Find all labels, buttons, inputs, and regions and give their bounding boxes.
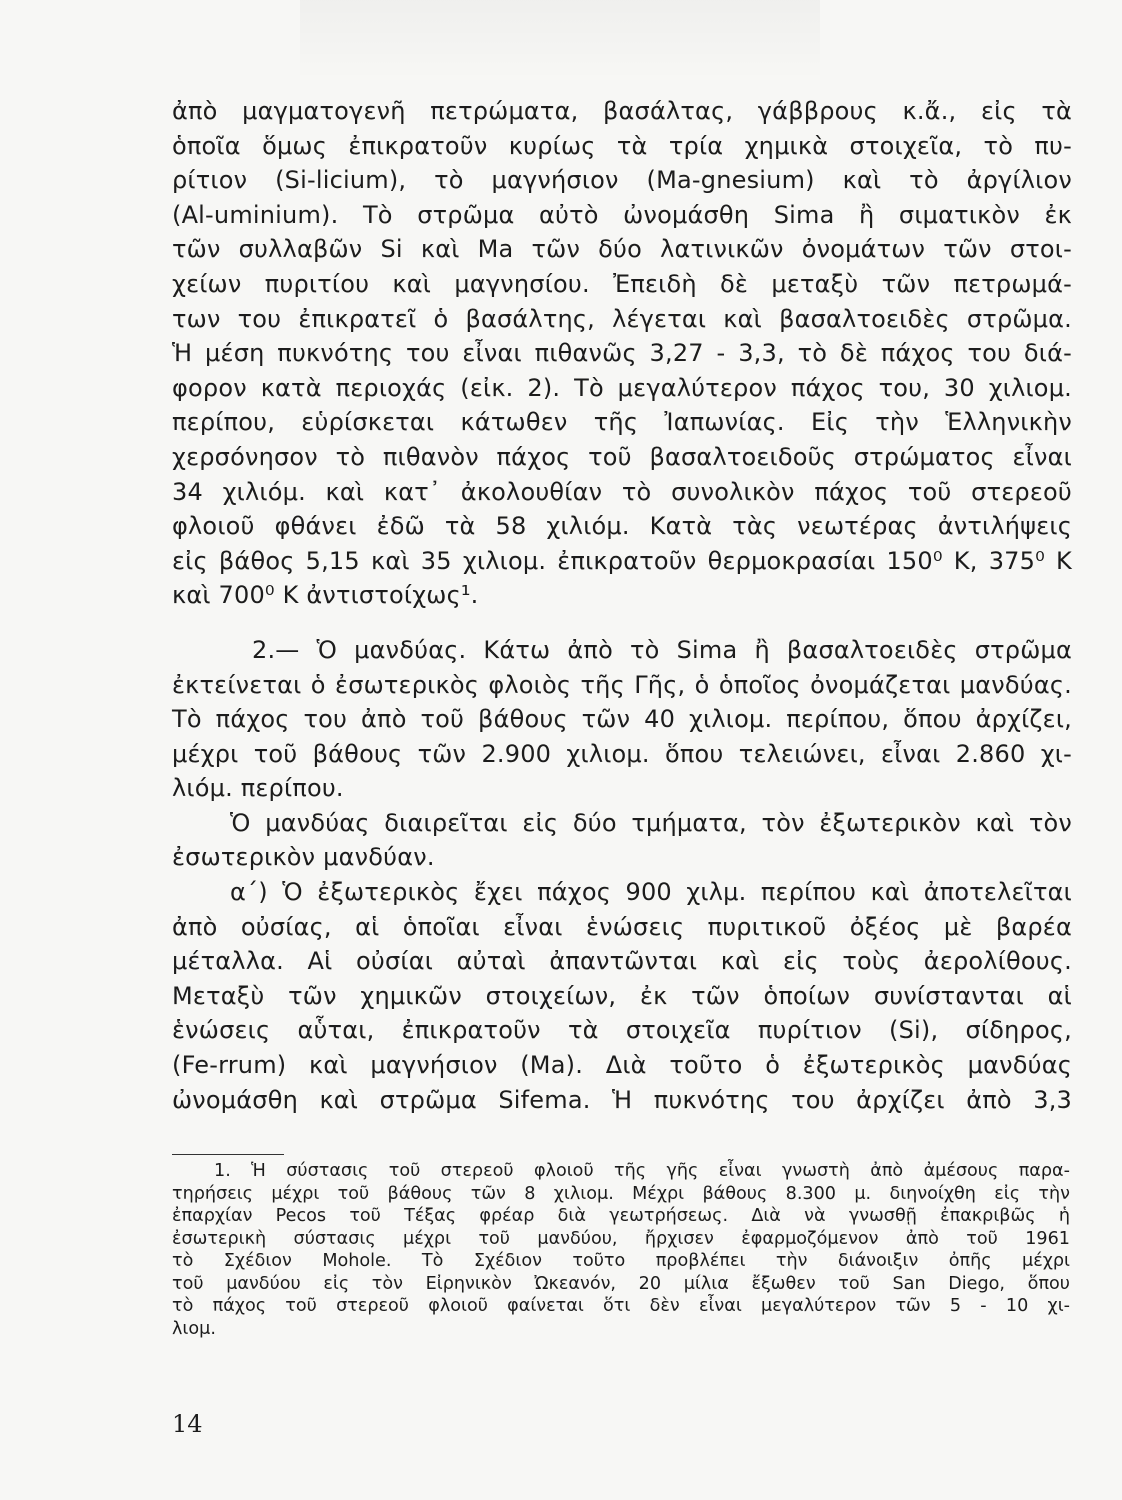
footnote	[172, 1160, 1070, 1340]
footnote-line: τὸ πάχος τοῦ στερεοῦ φλοιοῦ φαίνεται ὅτι δὲν εἶναι μεγαλύτερον τῶν 5 - 10 χι-	[172, 1296, 1070, 1316]
text-line: ἐσωτερικὸν μανδύαν.	[172, 843, 435, 872]
text-line: φορον κατὰ περιοχάς (εἰκ. 2). Τὸ μεγαλύτερον πάχος του, 30 χιλιομ.	[172, 373, 1072, 402]
text-line: εἰς βάθος 5,15 καὶ 35 χιλιομ. ἐπικρατοῦν θερμοκρασίαι 150⁰ K, 375⁰ K	[172, 546, 1072, 575]
footnote-separator	[172, 1154, 284, 1155]
main-text	[172, 94, 1072, 1117]
text-line: καὶ 700⁰ K ἀντιστοίχως¹.	[172, 581, 479, 610]
text-line: ὠνομάσθη καὶ στρῶμα Sifema. Ἡ πυκνότης του ἀρχίζει ἀπὸ 3,3	[172, 1085, 1072, 1114]
text-line: Μεταξὺ τῶν χημικῶν στοιχείων, ἐκ τῶν ὁποίων συνίστανται αἱ	[172, 981, 1072, 1010]
footnote-line: τηρήσεις μέχρι τοῦ βάθους τῶν 8 χιλιομ. Μέχρι βάθους 8.300 μ. διηνοίχθη εἰς τὴν	[172, 1183, 1070, 1204]
text-line: (Al-uminium). Τὸ στρῶμα αὐτὸ ὠνομάσθη Sima ἢ σιματικὸν ἐκ	[172, 200, 1072, 229]
text-line: μέχρι τοῦ βάθους τῶν 2.900 χιλιομ. ὅπου τελειώνει, εἶναι 2.860 χι-	[172, 739, 1072, 768]
text-line: φλοιοῦ φθάνει ἐδῶ τὰ 58 χιλιόμ. Κατὰ τὰς νεωτέρας ἀντιλήψεις	[172, 512, 1072, 541]
text-line: ρίτιον (Si-licium), τὸ μαγνήσιον (Ma-gnesium) καὶ τὸ ἀργίλιον	[172, 166, 1072, 195]
footnote-line: λιομ.	[172, 1318, 216, 1339]
footnote-line: τὸ Σχέδιον Mohole. Τὸ Σχέδιον τοῦτο προβλέπει τὴν διάνοιξιν ὀπῆς μέχρι	[172, 1251, 1070, 1271]
text-line: 34 χιλιόμ. καὶ κατ᾽ ἀκολουθίαν τὸ συνολικὸν πάχος τοῦ στερεοῦ	[172, 477, 1072, 506]
text-line: ἀπὸ οὐσίας, αἱ ὁποῖαι εἶναι ἑνώσεις πυριτικοῦ ὀξέος μὲ βαρέα	[172, 912, 1072, 941]
text-line: λιόμ. περίπου.	[172, 774, 344, 803]
text-line: χερσόνησον τὸ πιθανὸν πάχος τοῦ βασαλτοειδοῦς στρώματος εἶναι	[172, 442, 1072, 471]
footnote-line: ἐσωτερικὴ σύστασις μέχρι τοῦ μανδύου, ἤρχισεν ἐφαρμοζόμενον ἀπὸ τοῦ 1961	[172, 1228, 1070, 1249]
page-number: 14	[172, 1410, 203, 1438]
footnote-line: 1. Ἡ σύστασις τοῦ στερεοῦ φλοιοῦ τῆς γῆς εἶναι γνωστὴ ἀπὸ ἀμέσους παρα-	[214, 1161, 1070, 1181]
text-line: Ὁ μανδύας διαιρεῖται εἰς δύο τμήματα, τὸν ἐξωτερικὸν καὶ τὸν	[230, 808, 1072, 837]
text-line: Τὸ πάχος του ἀπὸ τοῦ βάθους τῶν 40 χιλιομ. περίπου, ὅπου ἀρχίζει,	[172, 705, 1072, 734]
footnote-line: ἐπαρχίαν Pecos τοῦ Τέξας φρέαρ διὰ γεωτρήσεως. Διὰ νὰ γνωσθῇ ἐπακριβῶς ἡ	[172, 1206, 1070, 1226]
text-line: (Fe-rrum) καὶ μαγνήσιον (Ma). Διὰ τοῦτο ὁ ἐξωτερικὸς μανδύας	[172, 1051, 1072, 1080]
text-line: ἑνώσεις αὗται, ἐπικρατοῦν τὰ στοιχεῖα πυρίτιον (Si), σίδηρος,	[172, 1016, 1072, 1045]
text-line: μέταλλα. Αἱ οὐσίαι αὐταὶ ἀπαντῶνται καὶ εἰς τοὺς ἀερολίθους.	[172, 947, 1072, 976]
text-line: ἀπὸ μαγματογενῆ πετρώματα, βασάλτας, γάββρους κ.ἄ., εἰς τὰ	[172, 97, 1072, 125]
text-line: χείων πυριτίου καὶ μαγνησίου. Ἐπειδὴ δὲ μεταξὺ τῶν πετρωμά-	[172, 269, 1072, 298]
text-line: ὁποῖα ὅμως ἐπικρατοῦν κυρίως τὰ τρία χημικὰ στοιχεῖα, τὸ πυ-	[172, 131, 1072, 160]
text-line: τῶν συλλαβῶν Si καὶ Ma τῶν δύο λατινικῶν ὀνομάτων τῶν στοι-	[172, 235, 1072, 264]
text-line: Ἡ μέση πυκνότης του εἶναι πιθανῶς 3,27 - 3,3, τὸ δὲ πάχος του διά-	[172, 339, 1072, 368]
footnote-line: τοῦ μανδύου εἰς τὸν Εἰρηνικὸν Ὠκεανόν, 20 μίλια ἔξωθεν τοῦ San Diego, ὅπου	[172, 1273, 1070, 1294]
section-heading-line: 2.— Ὁ μανδύας. Κάτω ἀπὸ τὸ Sima ἢ βασαλτοειδὲς στρῶμα	[252, 635, 1072, 664]
text-line: α΄) Ὁ ἐξωτερικὸς ἔχει πάχος 900 χιλμ. περίπου καὶ ἀποτελεῖται	[230, 878, 1072, 907]
text-line: ἐκτείνεται ὁ ἐσωτερικὸς φλοιὸς τῆς Γῆς, ὁ ὁποῖος ὀνομάζεται μανδύας.	[172, 670, 1072, 699]
text-line: των του ἐπικρατεῖ ὁ βασάλτης, λέγεται καὶ βασαλτοειδὲς στρῶμα.	[172, 304, 1072, 333]
text-line: περίπου, εὑρίσκεται κάτωθεν τῆς Ἰαπωνίας. Εἰς τὴν Ἑλληνικὴν	[172, 408, 1072, 437]
bleed-through-shadow	[300, 0, 820, 80]
